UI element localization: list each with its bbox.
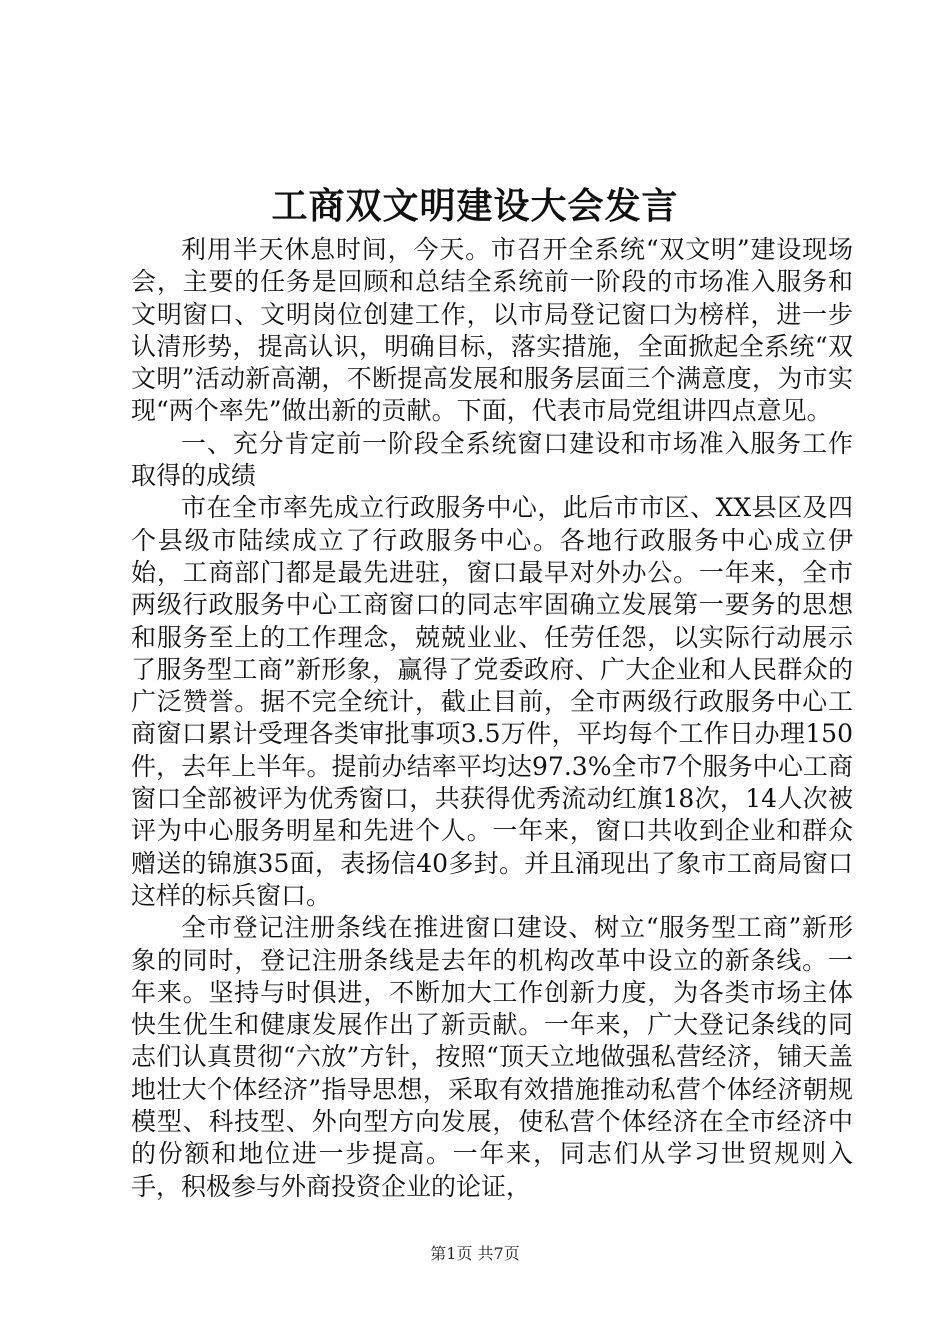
document-title: 工商双文明建设大会发言 bbox=[271, 185, 679, 227]
paragraph-intro: 利用半天休息时间，今天。市召开全系统“双文明”建设现场会，主要的任务是回顾和总结全系统前一阶段的市场准入服务和文明窗口、文明岗位创建工作，以市局登记窗口为榜样，进一步认清形势，提高认识，明确目标，落实措施，全面掀起全系统“双文明”活动新高潮，不断提高发展和服务层面三个满意度，为市实现“两个率先”做出新的贡献。下面，代表市局党组讲四点意见。 bbox=[131, 235, 853, 426]
paragraph-registration: 全市登记注册条线在推进窗口建设、树立“服务型工商”新形象的同时，登记注册条线是去年的机构改革中设立的新条线。一年来。坚持与时俱进，不断加大工作创新力度，为各类市场主体快生优生和健康发展作出了新贡献。一年来，广大登记条线的同志们认真贯彻“六放”方针，按照“顶天立地做强私营经济，铺天盖地壮大个体经济”指导思想，采取有效措施推动私营个体经济朝规模型、科技型、外向型方向发展，使私营个体经济在全市经济中的份额和地位进一步提高。一年来，同志们从学习世贸规则入手，积极参与外商投资企业的论证， bbox=[131, 913, 853, 1201]
section-heading-1: 一、充分肯定前一阶段全系统窗口建设和市场准入服务工作取得的成绩 bbox=[131, 428, 853, 491]
page-footer: 第1页 共7页 bbox=[430, 1244, 520, 1263]
paragraph-achievements: 市在全市率先成立行政服务中心，此后市市区、XX县区及四个县级市陆续成立了行政服务中心。各地行政服务中心成立伊始，工商部门都是最先进驻，窗口最早对外办公。一年来，全市两级行政服务中心工商窗口的同志牢固确立发展第一要务的思想和服务至上的工作理念，兢兢业业、任劳任怨，以实际行动展示了服务型工商”新形象，赢得了党委政府、广大企业和人民群众的广泛赞誉。据不完全统计，截止目前，全市两级行政服务中心工商窗口累计受理各类审批事项3.5万件，平均每个工作日办理150件，去年上半年。提前办结率平均达97.3%全市7个服务中心工商窗口全部被评为优秀窗口，共获得优秀流动红旗18次，14人次被评为中心服务明星和先进个人。一年来，窗口共收到企业和群众赠送的锦旗35面，表扬信40多封。并且涌现出了象市工商局窗口这样的标兵窗口。 bbox=[131, 493, 853, 910]
document-body bbox=[131, 234, 853, 1203]
